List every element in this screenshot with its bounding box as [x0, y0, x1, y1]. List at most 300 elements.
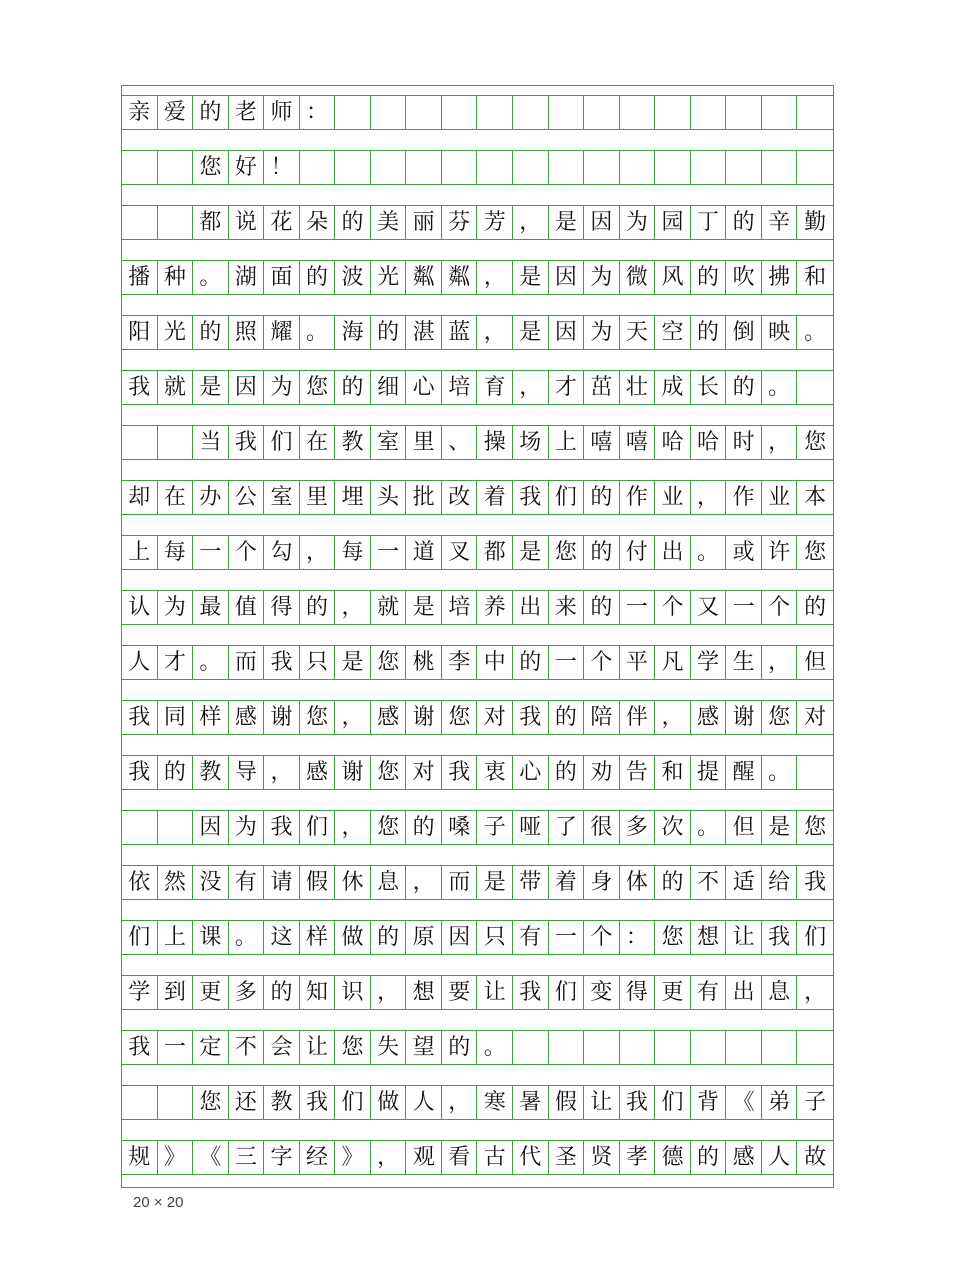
- grid-cell: 孝: [620, 1141, 656, 1174]
- grid-cell: 湖: [229, 261, 265, 294]
- grid-cell: 嘻: [584, 426, 620, 459]
- grid-cell: 、: [442, 426, 478, 459]
- grid-row: [122, 95, 833, 130]
- grid-cell: 个: [229, 536, 265, 569]
- grid-cell: 说: [229, 206, 265, 239]
- grid-cell: 的: [335, 371, 371, 404]
- grid-cell: 来: [549, 591, 585, 624]
- grid-cell: ，: [406, 866, 442, 899]
- grid-cell: 依: [122, 866, 158, 899]
- grid-cell: 代: [513, 1141, 549, 1174]
- grid-cell: [122, 811, 158, 844]
- grid-cell: 而: [442, 866, 478, 899]
- grid-cell: 一: [549, 646, 585, 679]
- grid-cell: 您: [335, 1031, 371, 1064]
- grid-row: [122, 810, 833, 845]
- grid-cell: 您: [804, 429, 827, 455]
- grid-cell: [549, 151, 585, 184]
- grid-cell: 让: [726, 921, 762, 954]
- grid-cell: 的: [584, 591, 620, 624]
- grid-cell: 着: [477, 481, 513, 514]
- grid-cell: 您: [655, 921, 691, 954]
- grid-cell: 《: [726, 1086, 762, 1119]
- grid-cell: 光: [158, 316, 194, 349]
- grid-cell: 假: [549, 1086, 585, 1119]
- grid-cell: ，: [513, 371, 549, 404]
- grid-cell: 却: [122, 481, 158, 514]
- grid-cell: 我: [229, 426, 265, 459]
- grid-cell: 德: [655, 1141, 691, 1174]
- grid-cell: 着: [549, 866, 585, 899]
- grid-cell: 时: [726, 426, 762, 459]
- grid-cell: 的: [691, 316, 727, 349]
- grid-cell: 经: [300, 1141, 336, 1174]
- grid-cell: ，: [762, 646, 798, 679]
- grid-cell: 您: [371, 646, 407, 679]
- grid-cell: [797, 151, 833, 184]
- grid-cell: [726, 96, 762, 129]
- grid-cell: ，: [371, 976, 407, 1009]
- grid-cell: 学: [122, 976, 158, 1009]
- grid-cell: [762, 1031, 798, 1064]
- grid-cell: [300, 151, 336, 184]
- grid-cell: 勤: [804, 209, 827, 235]
- grid-cell: 长: [691, 371, 727, 404]
- grid-cell: 在: [300, 426, 336, 459]
- grid-cell: 作: [726, 481, 762, 514]
- grid-cell: 空: [655, 316, 691, 349]
- grid-cell: [122, 151, 158, 184]
- grid-cell: 子: [477, 811, 513, 844]
- grid-cell: 学: [691, 646, 727, 679]
- grid-cell: 才: [158, 646, 194, 679]
- grid-cell: 只: [477, 921, 513, 954]
- grid-cell: 做: [371, 1086, 407, 1119]
- grid-cell: 您: [193, 151, 229, 184]
- grid-cell: 的: [726, 371, 762, 404]
- grid-cell: 。: [229, 921, 265, 954]
- grid-cell: 有: [691, 976, 727, 1009]
- grid-row: [122, 425, 833, 460]
- grid-cell: 们: [549, 481, 585, 514]
- grid-cell: 《: [193, 1141, 229, 1174]
- grid-cell: 壮: [620, 371, 656, 404]
- grid-cell: 不: [229, 1031, 265, 1064]
- grid-cell: 海: [335, 316, 371, 349]
- grid-cell: 谢: [726, 701, 762, 734]
- grid-cell: 息: [371, 866, 407, 899]
- grid-cell: 我: [264, 811, 300, 844]
- grid-cell: 当: [193, 426, 229, 459]
- grid-cell: 嘻: [620, 426, 656, 459]
- grid-cell: 出: [726, 976, 762, 1009]
- grid-cell: 园: [655, 206, 691, 239]
- grid-cell: 因: [229, 371, 265, 404]
- grid-cell: 变: [584, 976, 620, 1009]
- grid-row: [122, 370, 833, 405]
- grid-cell: 是: [513, 261, 549, 294]
- grid-cell: 播: [122, 261, 158, 294]
- grid-cell: 您: [549, 536, 585, 569]
- grid-cell: 种: [158, 261, 194, 294]
- grid-cell: [442, 151, 478, 184]
- grid-cell: 的: [300, 261, 336, 294]
- grid-cell: 您: [300, 701, 336, 734]
- grid-cell: [513, 96, 549, 129]
- grid-cell: 您: [371, 811, 407, 844]
- grid-row: [122, 480, 833, 515]
- grid-cell: 古: [477, 1141, 513, 1174]
- grid-cell: [335, 151, 371, 184]
- grid-cell: 芳: [477, 206, 513, 239]
- grid-cell: 带: [513, 866, 549, 899]
- grid-cell: 对: [804, 704, 827, 730]
- grid-cell: 照: [229, 316, 265, 349]
- grid-cell: 们: [804, 924, 827, 950]
- grid-cell: 字: [264, 1141, 300, 1174]
- grid-cell: 定: [193, 1031, 229, 1064]
- grid-cell: [549, 1031, 585, 1064]
- grid-cell: 贤: [584, 1141, 620, 1174]
- grid-cell: 的: [371, 921, 407, 954]
- grid-cell: [726, 151, 762, 184]
- grid-cell: 。: [193, 646, 229, 679]
- grid-row: [122, 1085, 833, 1120]
- grid-cell: [620, 96, 656, 129]
- grid-cell: 。: [300, 316, 336, 349]
- grid-cell: 我: [122, 1031, 158, 1064]
- grid-cell: 告: [620, 756, 656, 789]
- grid-cell: 的: [549, 756, 585, 789]
- grid-cell: ，: [762, 426, 798, 459]
- grid-cell: 感: [691, 701, 727, 734]
- grid-cell: 的: [264, 976, 300, 1009]
- grid-cell: 适: [726, 866, 762, 899]
- grid-cell: 粼: [442, 261, 478, 294]
- grid-cell: [513, 1031, 549, 1064]
- grid-cell: 因: [549, 316, 585, 349]
- grid-cell: 感: [300, 756, 336, 789]
- grid-cell: 是: [513, 536, 549, 569]
- grid-cell: 朵: [300, 206, 336, 239]
- grid-cell: [122, 206, 158, 239]
- grid-cell: 是: [513, 316, 549, 349]
- grid-cell: 的: [691, 1141, 727, 1174]
- grid-cell: 们: [549, 976, 585, 1009]
- grid-cell: 。: [691, 536, 727, 569]
- grid-cell: 一: [620, 591, 656, 624]
- grid-cell: 每: [335, 536, 371, 569]
- grid-cell: [691, 96, 727, 129]
- grid-cell: 我: [513, 976, 549, 1009]
- grid-cell: [442, 96, 478, 129]
- grid-cell: 暑: [513, 1086, 549, 1119]
- grid-cell: 细: [371, 371, 407, 404]
- grid-cell: ，: [513, 206, 549, 239]
- grid-cell: 更: [655, 976, 691, 1009]
- grid-cell: 波: [335, 261, 371, 294]
- grid-cell: 粼: [406, 261, 442, 294]
- grid-cell: 故: [804, 1144, 827, 1170]
- grid-cell: 业: [762, 481, 798, 514]
- grid-cell: ，: [442, 1086, 478, 1119]
- grid-cell: [584, 96, 620, 129]
- grid-cell: 都: [193, 206, 229, 239]
- grid-cell: 谢: [335, 756, 371, 789]
- grid-cell: ，: [477, 316, 513, 349]
- grid-cell: 为: [584, 261, 620, 294]
- grid-cell: 和: [655, 756, 691, 789]
- grid-cell: [371, 151, 407, 184]
- grid-cell: 的: [371, 316, 407, 349]
- grid-cell: 埋: [335, 481, 371, 514]
- grid-cell: [655, 1031, 691, 1064]
- grid-cell: 作: [620, 481, 656, 514]
- grid-cell: 丁: [691, 206, 727, 239]
- grid-cell: 为: [584, 316, 620, 349]
- grid-cell: 陪: [584, 701, 620, 734]
- grid-cell: 又: [691, 591, 727, 624]
- grid-cell: 凡: [655, 646, 691, 679]
- grid-cell: 了: [549, 811, 585, 844]
- grid-cell: ，: [300, 536, 336, 569]
- grid-cell: 我: [804, 869, 827, 895]
- grid-cell: 在: [158, 481, 194, 514]
- grid-cell: 的: [691, 261, 727, 294]
- grid-row: [122, 260, 833, 295]
- grid-cell: 们: [335, 1086, 371, 1119]
- grid-cell: 个: [762, 591, 798, 624]
- grid-cell: 为: [229, 811, 265, 844]
- grid-cell: [122, 1086, 158, 1119]
- grid-cell: 一: [371, 536, 407, 569]
- grid-cell: 您: [762, 701, 798, 734]
- grid-cell: 们: [122, 921, 158, 954]
- grid-cell: 亲: [122, 96, 158, 129]
- grid-cell: 有: [513, 921, 549, 954]
- grid-cell: 认: [122, 591, 158, 624]
- grid-cell: 让: [300, 1031, 336, 1064]
- grid-cell: 因: [584, 206, 620, 239]
- grid-cell: 体: [620, 866, 656, 899]
- grid-cell: 吹: [726, 261, 762, 294]
- grid-row: [122, 315, 833, 350]
- grid-cell: 的: [442, 1031, 478, 1064]
- grid-cell: 天: [620, 316, 656, 349]
- grid-cell: 的: [584, 536, 620, 569]
- grid-cell: 到: [158, 976, 194, 1009]
- grid-cell: 才: [549, 371, 585, 404]
- grid-cell: 室: [371, 426, 407, 459]
- grid-cell: [762, 96, 798, 129]
- grid-cell: 。: [762, 756, 798, 789]
- grid-cell: 嗓: [442, 811, 478, 844]
- grid-cell: 。: [691, 811, 727, 844]
- grid-cell: 。: [804, 319, 827, 345]
- grid-cell: 心: [513, 756, 549, 789]
- grid-cell: 为: [158, 591, 194, 624]
- grid-cell: 是: [335, 646, 371, 679]
- grid-cell: 醒: [726, 756, 762, 789]
- grid-cell: [655, 96, 691, 129]
- grid-cell: 次: [655, 811, 691, 844]
- grid-cell: 而: [229, 646, 265, 679]
- grid-cell: 规: [122, 1141, 158, 1174]
- grid-cell: 茁: [584, 371, 620, 404]
- grid-cell: 让: [584, 1086, 620, 1119]
- grid-cell: 的: [584, 481, 620, 514]
- grid-cell: 但: [726, 811, 762, 844]
- grid-cell: 丽: [406, 206, 442, 239]
- grid-cell: 的: [406, 811, 442, 844]
- grid-cell: 我: [762, 921, 798, 954]
- grid-cell: 道: [406, 536, 442, 569]
- grid-cell: 场: [513, 426, 549, 459]
- grid-cell: 的: [193, 316, 229, 349]
- grid-row: [122, 975, 833, 1010]
- grid-cell: 的: [193, 96, 229, 129]
- grid-cell: 感: [726, 1141, 762, 1174]
- grid-row: [122, 1030, 833, 1065]
- grid-cell: [513, 151, 549, 184]
- grid-cell: 原: [406, 921, 442, 954]
- grid-cell: 观: [406, 1141, 442, 1174]
- grid-cell: [584, 1031, 620, 1064]
- grid-cell: 劝: [584, 756, 620, 789]
- grid-cell: 圣: [549, 1141, 585, 1174]
- grid-cell: 里: [300, 481, 336, 514]
- grid-cell: 要: [442, 976, 478, 1009]
- grid-cell: 》: [335, 1141, 371, 1174]
- grid-cell: 身: [584, 866, 620, 899]
- grid-cell: 的: [513, 646, 549, 679]
- grid-cell: [477, 151, 513, 184]
- grid-row: [122, 920, 833, 955]
- grid-cell: [158, 426, 194, 459]
- grid-cell: 倒: [726, 316, 762, 349]
- grid-row: [122, 645, 833, 680]
- grid-cell: 您: [371, 756, 407, 789]
- grid-cell: 映: [762, 316, 798, 349]
- grid-cell: 是: [549, 206, 585, 239]
- grid-cell: 想: [406, 976, 442, 1009]
- grid-cell: 我: [513, 701, 549, 734]
- grid-cell: 心: [406, 371, 442, 404]
- grid-cell: 辛: [762, 206, 798, 239]
- grid-cell: 养: [477, 591, 513, 624]
- grid-cell: [797, 1031, 833, 1064]
- grid-cell: 背: [691, 1086, 727, 1119]
- grid-cell: 室: [264, 481, 300, 514]
- grid-cell: 失: [371, 1031, 407, 1064]
- grid-cell: ：: [620, 921, 656, 954]
- grid-cell: [655, 151, 691, 184]
- grid-cell: 是: [406, 591, 442, 624]
- grid-cell: 培: [442, 591, 478, 624]
- grid-cell: 风: [655, 261, 691, 294]
- grid-cell: 就: [371, 591, 407, 624]
- grid-cell: 一: [193, 536, 229, 569]
- grid-cell: 李: [442, 646, 478, 679]
- grid-cell: 得: [620, 976, 656, 1009]
- grid-cell: ，: [264, 756, 300, 789]
- grid-cell: [797, 756, 833, 789]
- grid-cell: 成: [655, 371, 691, 404]
- grid-cell: 因: [549, 261, 585, 294]
- grid-cell: 感: [229, 701, 265, 734]
- grid-cell: 们: [655, 1086, 691, 1119]
- grid-cell: [549, 96, 585, 129]
- grid-cell: 操: [477, 426, 513, 459]
- grid-cell: 本: [804, 484, 827, 510]
- grid-cell: 只: [300, 646, 336, 679]
- grid-cell: [158, 811, 194, 844]
- grid-cell: 上: [158, 921, 194, 954]
- grid-row: [122, 865, 833, 900]
- grid-row: [122, 700, 833, 735]
- grid-cell: 许: [762, 536, 798, 569]
- grid-cell: 我: [620, 1086, 656, 1119]
- grid-cell: 办: [193, 481, 229, 514]
- grid-cell: 更: [193, 976, 229, 1009]
- grid-cell: 的: [549, 701, 585, 734]
- grid-cell: 望: [406, 1031, 442, 1064]
- grid-cell: 想: [691, 921, 727, 954]
- grid-cell: ，: [335, 811, 371, 844]
- grid-cell: 有: [229, 866, 265, 899]
- grid-row: [122, 755, 833, 790]
- grid-cell: 一: [726, 591, 762, 624]
- grid-cell: 》: [158, 1141, 194, 1174]
- grid-cell: ，: [655, 701, 691, 734]
- grid-cell: 为: [264, 371, 300, 404]
- grid-cell: 我: [122, 756, 158, 789]
- grid-cell: ，: [335, 701, 371, 734]
- grid-cell: 样: [300, 921, 336, 954]
- grid-cell: [406, 96, 442, 129]
- grid-row: [122, 590, 833, 625]
- grid-cell: ：: [300, 96, 336, 129]
- grid-cell: 您: [442, 701, 478, 734]
- grid-cell: 桃: [406, 646, 442, 679]
- grid-cell: [797, 371, 833, 404]
- grid-cell: 的: [335, 206, 371, 239]
- grid-cell: [477, 96, 513, 129]
- grid-row: [122, 150, 833, 185]
- grid-cell: ，: [477, 261, 513, 294]
- grid-cell: 得: [264, 591, 300, 624]
- grid-cell: 们: [300, 811, 336, 844]
- grid-cell: 。: [193, 261, 229, 294]
- grid-cell: 三: [229, 1141, 265, 1174]
- grid-cell: [620, 151, 656, 184]
- grid-cell: 。: [762, 371, 798, 404]
- grid-cell: 和: [804, 264, 827, 290]
- composition-grid-paper: [121, 85, 834, 1188]
- grid-cell: 因: [193, 811, 229, 844]
- grid-cell: 是: [477, 866, 513, 899]
- grid-size-label: 20 × 20: [133, 1194, 184, 1211]
- grid-cell: 衷: [477, 756, 513, 789]
- grid-cell: 批: [406, 481, 442, 514]
- grid-cell: [584, 151, 620, 184]
- grid-cell: 您: [804, 814, 827, 840]
- grid-cell: 这: [264, 921, 300, 954]
- grid-cell: 育: [477, 371, 513, 404]
- grid-cell: 生: [726, 646, 762, 679]
- grid-cell: [158, 206, 194, 239]
- grid-cell: 付: [620, 536, 656, 569]
